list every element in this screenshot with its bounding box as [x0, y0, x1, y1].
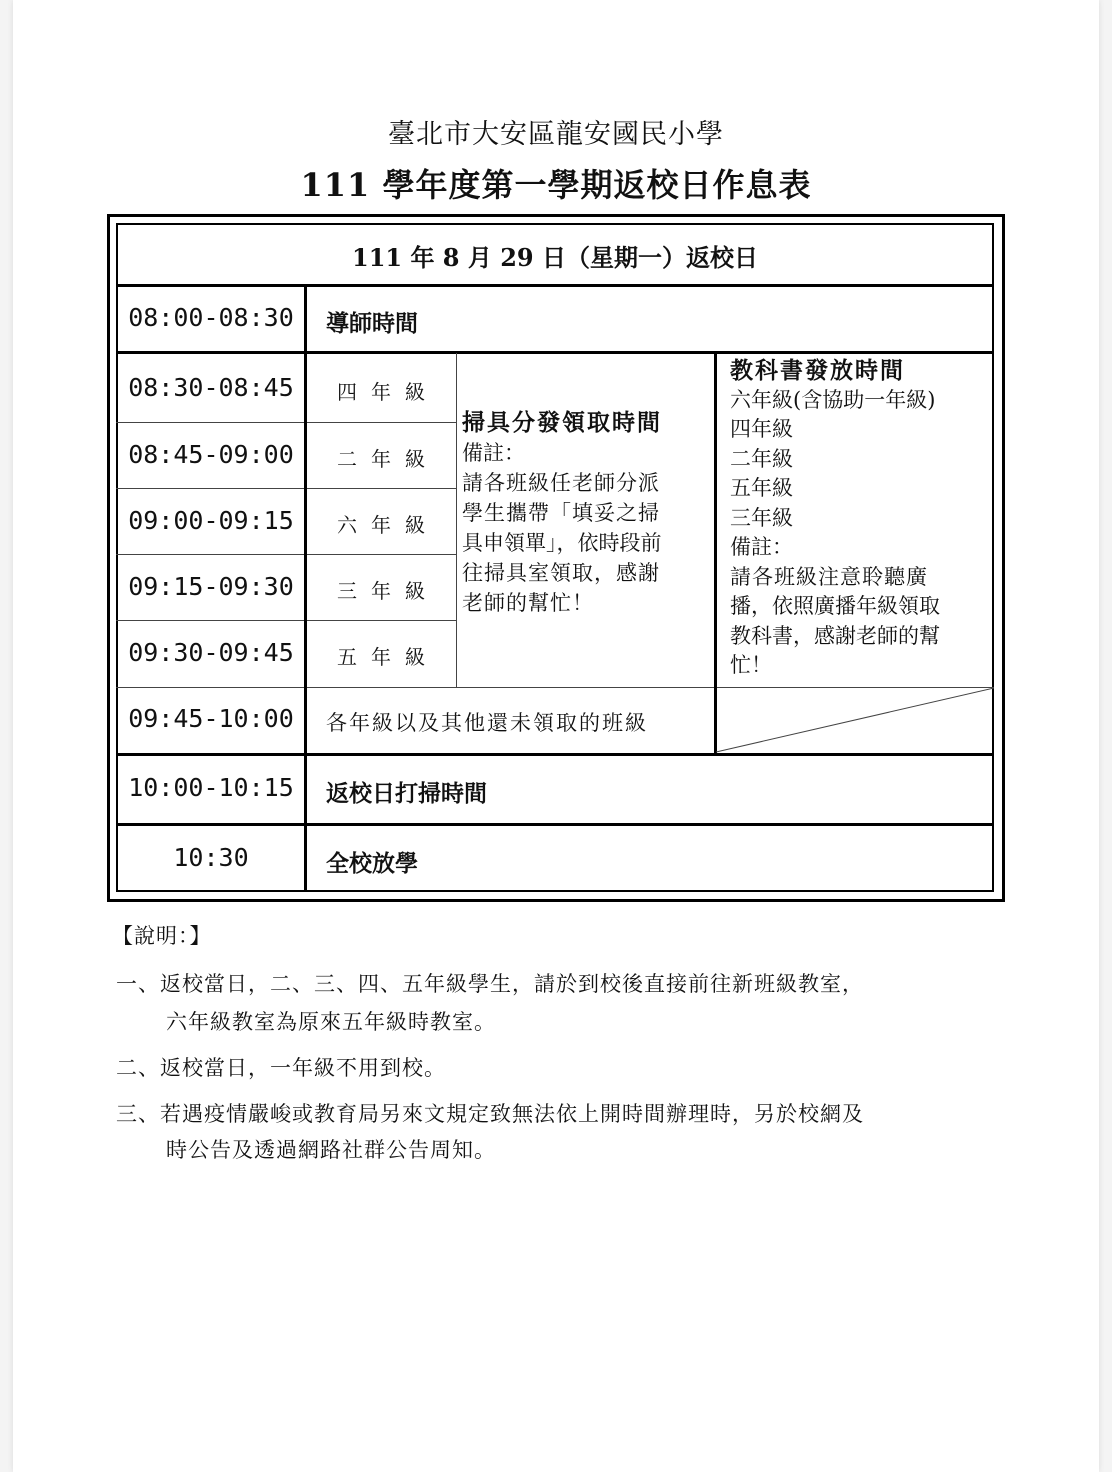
event-cell: 全校放學 [326, 850, 418, 877]
textbook-block-title: 教科書發放時間 [730, 357, 905, 384]
textbook-block-line: 請各班級注意聆聽廣 [730, 564, 928, 589]
table-rule [116, 422, 456, 423]
broom-block-line: 學生攜帶「填妥之掃 [462, 501, 660, 525]
note-item: 二、返校當日，一年級不用到校。 [116, 1056, 446, 1080]
time-cell: 08:45-09:00 [128, 440, 294, 469]
table-rule [456, 353, 457, 687]
time-cell: 09:00-09:15 [128, 506, 294, 535]
time-cell: 09:45-10:00 [128, 704, 294, 733]
event-cell: 各年級以及其他還未領取的班級 [326, 711, 648, 735]
table-rule [116, 488, 456, 489]
textbook-grade: 六年級(含協助一年級) [730, 387, 936, 412]
time-cell: 08:00-08:30 [128, 303, 294, 332]
grade-cell: 六年級 [337, 513, 439, 537]
broom-block-line: 具申領單」，依時段前 [462, 531, 662, 555]
time-cell: 10:00-10:15 [128, 773, 294, 802]
table-rule [116, 351, 994, 354]
textbook-grade: 二年級 [730, 446, 793, 471]
note-item-continuation: 時公告及透過網路社群公告周知。 [166, 1138, 496, 1162]
grade-cell: 五年級 [337, 645, 439, 669]
time-cell: 09:30-09:45 [128, 638, 294, 667]
broom-block-line: 往掃具室領取，感謝 [462, 561, 660, 585]
time-cell: 08:30-08:45 [128, 373, 294, 402]
note-item-continuation: 六年級教室為原來五年級時教室。 [166, 1010, 496, 1034]
textbook-grade: 三年級 [730, 505, 793, 530]
school-name: 臺北市大安區龍安國民小學 [388, 119, 724, 150]
document-title: 111 學年度第一學期返校日作息表 [300, 166, 812, 204]
broom-block-line: 老師的幫忙！ [462, 591, 594, 615]
broom-block-line: 請各班級任老師分派 [462, 471, 660, 495]
event-cell: 返校日打掃時間 [326, 780, 487, 807]
time-cell: 09:15-09:30 [128, 572, 294, 601]
table-rule [116, 823, 994, 826]
note-item: 三、若遇疫情嚴峻或教育局另來文規定致無法依上開時間辦理時，另於校網及 [116, 1102, 864, 1126]
textbook-block-line: 播，依照廣播年級領取 [730, 594, 940, 618]
table-rule [116, 620, 456, 621]
table-rule [116, 753, 994, 756]
broom-block-note-label: 備註： [462, 441, 525, 465]
grade-cell: 四年級 [337, 380, 439, 404]
note-item: 一、返校當日，二、三、四、五年級學生，請於到校後直接前往新班級教室， [116, 972, 864, 996]
textbook-grade: 五年級 [730, 476, 793, 500]
time-cell: 10:30 [173, 843, 249, 872]
grade-cell: 二年級 [337, 447, 439, 471]
grade-cell: 三年級 [337, 579, 439, 603]
textbook-grade: 四年級 [730, 417, 793, 441]
textbook-block-line: 教科書，感謝老師的幫 [730, 623, 940, 648]
table-rule [116, 554, 456, 555]
textbook-block-note-label: 備註： [730, 535, 793, 559]
date-heading: 111 年 8 月 29 日（星期一）返校日 [352, 243, 758, 272]
empty-cell-diagonal [716, 688, 994, 753]
textbook-block-line: 忙！ [730, 653, 772, 677]
table-rule [116, 284, 994, 287]
notes-heading: 【說明：】 [112, 924, 212, 948]
broom-distribution-block [462, 408, 712, 618]
event-cell: 導師時間 [326, 310, 418, 337]
broom-block-title: 掃具分發領取時間 [462, 409, 662, 436]
textbook-distribution-block [730, 356, 992, 681]
